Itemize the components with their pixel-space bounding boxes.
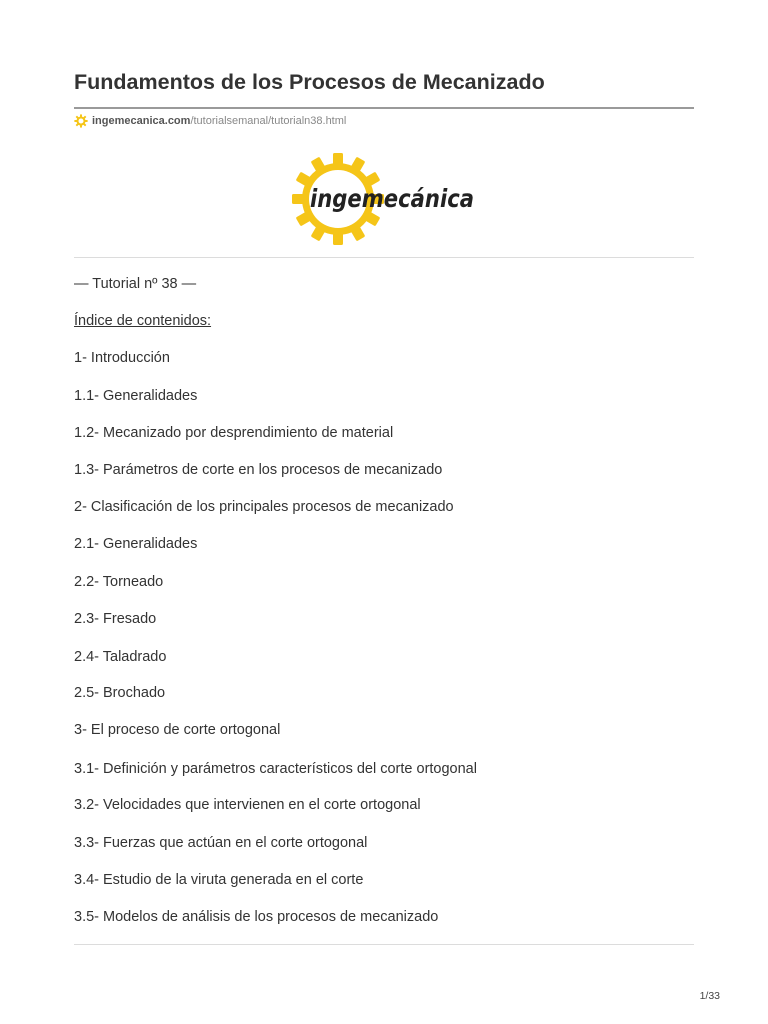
footer-divider: [74, 944, 694, 945]
toc-item: 3- El proceso de corte ortogonal: [74, 722, 281, 738]
toc-item: 2- Clasificación de los principales procesos de mecanizado: [74, 499, 454, 515]
ingemecanica-logo: [293, 153, 483, 245]
toc-item: 3.3- Fuerzas que actúan en el corte ortogonal: [74, 835, 368, 851]
toc-item: 2.3- Fresado: [74, 611, 157, 627]
toc-item: 2.4- Taladrado: [74, 649, 167, 665]
source-domain: ingemecanica.com: [92, 115, 191, 127]
page-number: 1/33: [699, 990, 720, 1002]
toc-item: 1- Introducción: [74, 350, 170, 366]
toc-item: 1.3- Parámetros de corte en los procesos de mecanizado: [74, 462, 443, 478]
index-heading: Índice de contenidos:: [74, 313, 212, 329]
toc-item: 1.2- Mecanizado por desprendimiento de material: [74, 425, 394, 441]
tutorial-label: — Tutorial nº 38 —: [74, 276, 197, 292]
toc-item: 2.1- Generalidades: [74, 536, 198, 552]
toc-item: 3.4- Estudio de la viruta generada en el corte: [74, 872, 364, 888]
toc-item: 2.2- Torneado: [74, 574, 164, 590]
source-path: /tutorialsemanal/tutorialn38.html: [190, 115, 347, 127]
gear-icon: [74, 114, 88, 128]
toc-item: 3.1- Definición y parámetros característicos del corte ortogonal: [74, 761, 477, 777]
toc-item: 3.5- Modelos de análisis de los procesos de mecanizado: [74, 909, 439, 925]
toc-item: 1.1- Generalidades: [74, 388, 198, 404]
toc-item: 2.5- Brochado: [74, 685, 166, 701]
logo-wordmark: ingemecánica: [310, 184, 474, 213]
source-link[interactable]: [74, 114, 346, 128]
page-title: Fundamentos de los Procesos de Mecanizado: [74, 70, 545, 94]
toc-item: 3.2- Velocidades que intervienen en el corte ortogonal: [74, 797, 421, 813]
title-divider: [74, 107, 694, 109]
header-divider: [74, 257, 694, 258]
